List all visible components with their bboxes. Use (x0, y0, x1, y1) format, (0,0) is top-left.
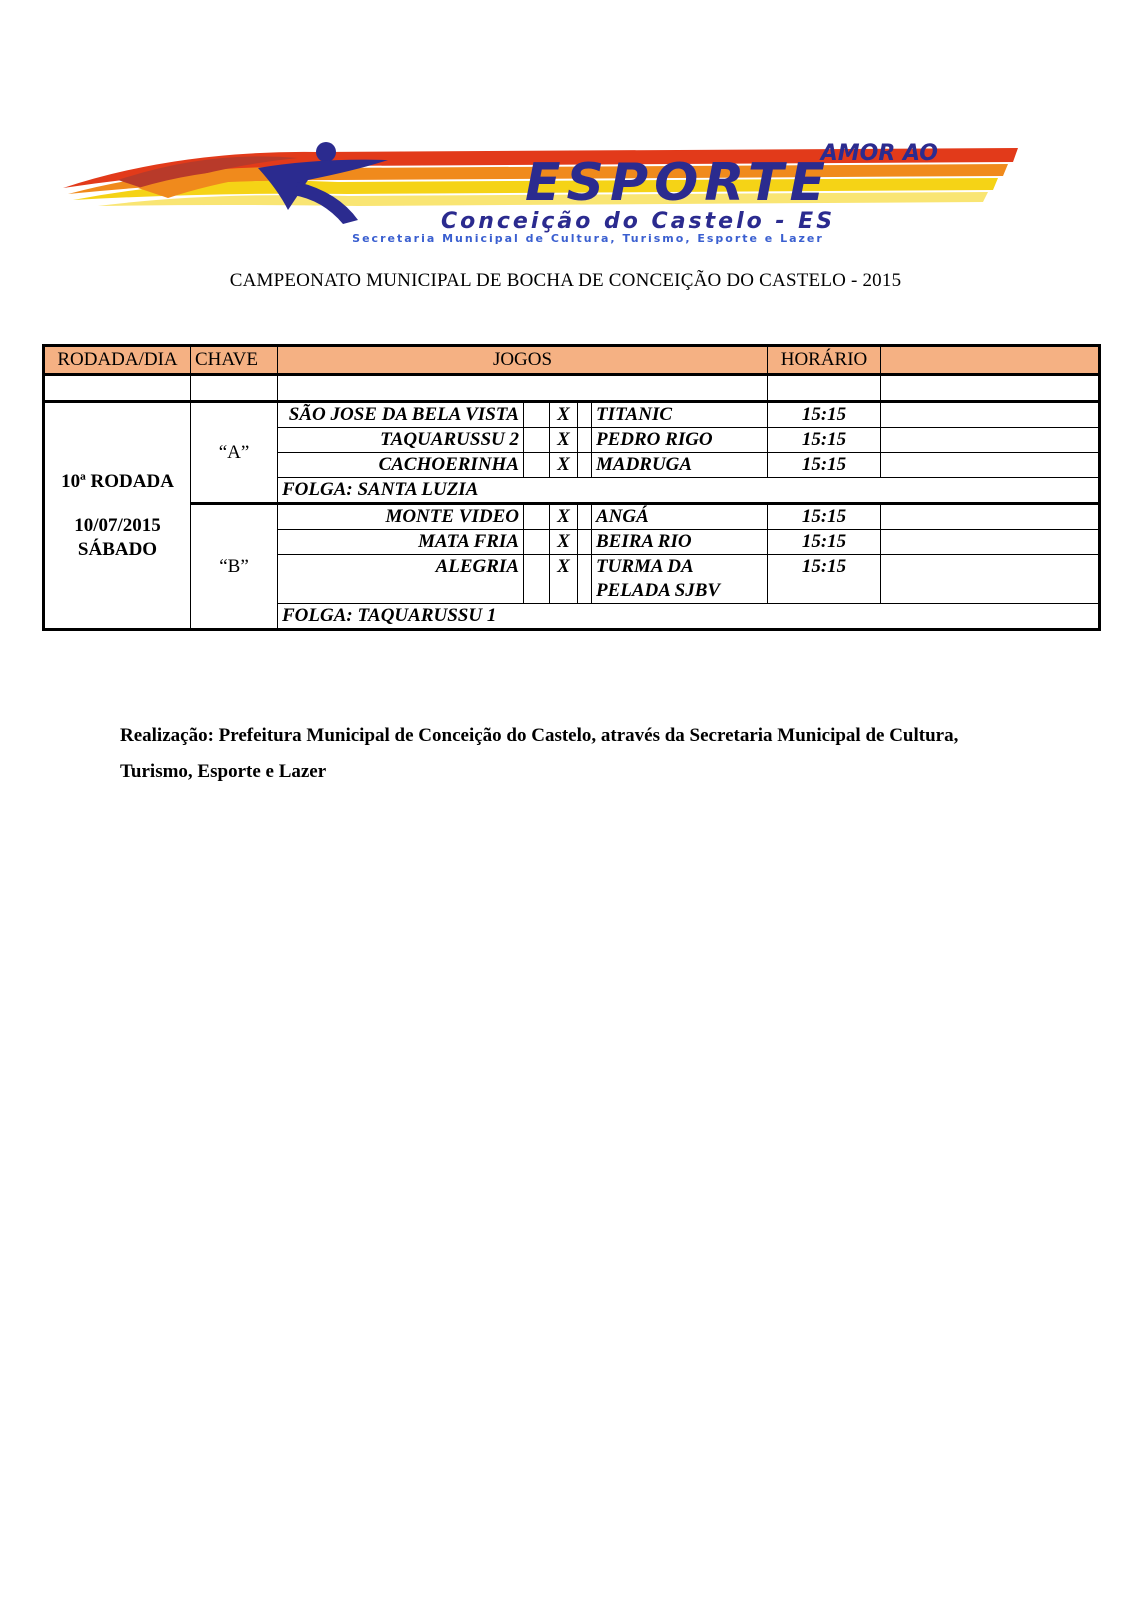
spacer-cell (524, 555, 550, 604)
home-team: CACHOERINHA (278, 453, 524, 478)
versus-mark: X (550, 555, 578, 604)
spacer-cell (524, 453, 550, 478)
home-team: ALEGRIA (278, 555, 524, 604)
game-time: 15:15 (768, 453, 881, 478)
schedule-table (42, 344, 1101, 631)
group-b-label: “B” (191, 504, 278, 630)
spacer-cell (578, 428, 592, 453)
away-team: TITANIC (592, 402, 768, 428)
extra-cell (881, 530, 1100, 555)
blank-cell (768, 375, 881, 402)
credits-text: Realização: Prefeitura Municipal de Conceição do Castelo, através da Secretaria Municipal de Cultura, Turismo, Esporte e Lazer (120, 725, 959, 782)
game-time: 15:15 (768, 402, 881, 428)
extra-cell (881, 504, 1100, 530)
extra-cell (881, 428, 1100, 453)
blank-row (44, 375, 1100, 402)
home-team: MATA FRIA (278, 530, 524, 555)
header-blank (881, 346, 1100, 375)
versus-mark: X (550, 504, 578, 530)
versus-mark: X (550, 428, 578, 453)
logo-line-1: AMOR AO (820, 141, 938, 166)
extra-cell (881, 453, 1100, 478)
game-row (44, 504, 1100, 530)
game-time: 15:15 (768, 428, 881, 453)
blank-cell (44, 375, 191, 402)
game-time: 15:15 (768, 530, 881, 555)
away-team: MADRUGA (592, 453, 768, 478)
round-date: 10/07/2015 (74, 514, 161, 536)
header-jogos: JOGOS (278, 346, 768, 375)
spacer-cell (578, 555, 592, 604)
spacer-cell (578, 504, 592, 530)
bye-text: FOLGA: TAQUARUSSU 1 (278, 604, 1100, 630)
bye-text: FOLGA: SANTA LUZIA (278, 478, 1100, 504)
round-weekday: SÁBADO (77, 538, 158, 560)
round-cell (44, 402, 191, 630)
amor-ao-esporte-logo (58, 140, 1038, 248)
home-team: SÃO JOSE DA BELA VISTA (278, 402, 524, 428)
spacer-cell (524, 530, 550, 555)
blank-cell (881, 375, 1100, 402)
spacer-cell (524, 504, 550, 530)
game-row (44, 402, 1100, 428)
spacer-cell (524, 428, 550, 453)
away-team: BEIRA RIO (592, 530, 768, 555)
header-rodada-dia: RODADA/DIA (44, 346, 191, 375)
spacer-cell (578, 402, 592, 428)
home-team: TAQUARUSSU 2 (278, 428, 524, 453)
blank-cell (191, 375, 278, 402)
header-row (44, 346, 1100, 375)
document-title: CAMPEONATO MUNICIPAL DE BOCHA DE CONCEIÇÃO DO CASTELO - 2015 (229, 270, 902, 291)
header-horario: HORÁRIO (768, 346, 881, 375)
round-label: 10ª RODADA (61, 470, 174, 492)
group-a-label: “A” (191, 402, 278, 504)
extra-cell (881, 555, 1100, 604)
away-team: TURMA DA PELADA SJBV (592, 555, 768, 604)
away-team: PEDRO RIGO (592, 428, 768, 453)
blank-cell (278, 375, 768, 402)
versus-mark: X (550, 402, 578, 428)
game-time: 15:15 (768, 555, 881, 604)
header-chave: CHAVE (191, 346, 278, 375)
away-team: ANGÁ (592, 504, 768, 530)
logo-line-2: ESPORTE (525, 153, 831, 213)
game-time: 15:15 (768, 504, 881, 530)
spacer-cell (524, 402, 550, 428)
spacer-cell (578, 530, 592, 555)
home-team: MONTE VIDEO (278, 504, 524, 530)
logo-line-3: Conceição do Castelo - ES (440, 209, 836, 234)
spacer-cell (578, 453, 592, 478)
logo-line-4: Secretaria Municipal de Cultura, Turismo, Esporte e Lazer (352, 232, 824, 245)
versus-mark: X (550, 530, 578, 555)
extra-cell (881, 402, 1100, 428)
versus-mark: X (550, 453, 578, 478)
